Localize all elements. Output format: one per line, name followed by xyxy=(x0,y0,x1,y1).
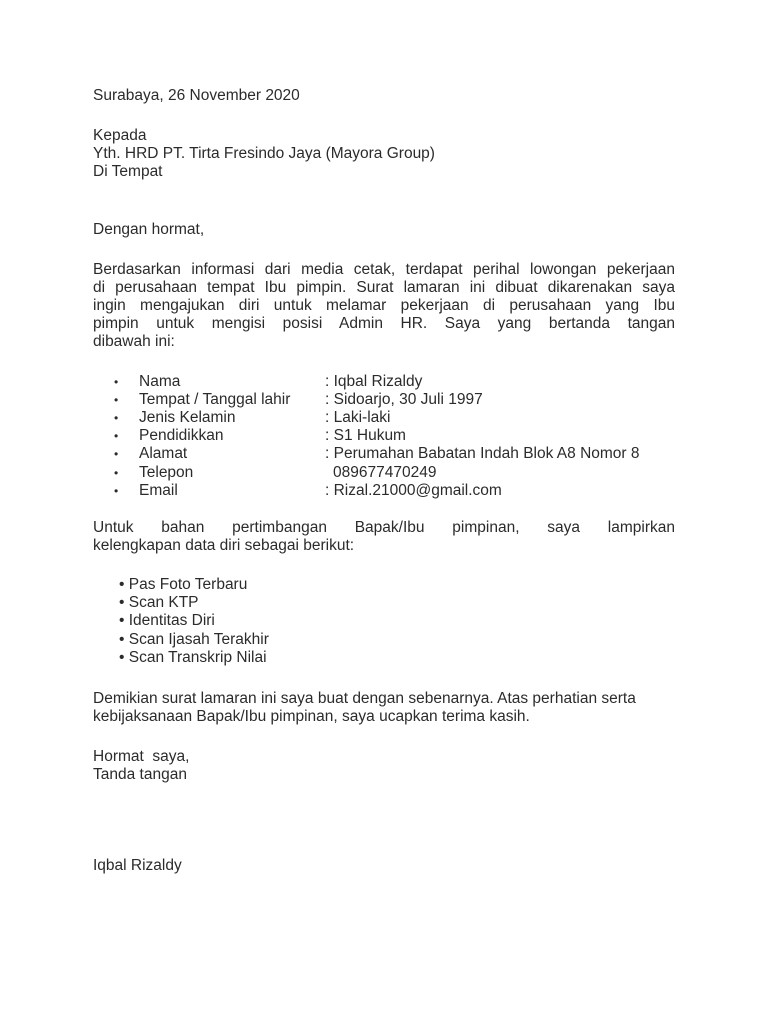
attachment-item: • Scan KTP xyxy=(119,594,199,611)
closing-paragraph-line: Demikian surat lamaran ini saya buat dengan sebenarnya. Atas perhatian serta xyxy=(93,690,636,707)
bullet-icon: • xyxy=(114,466,119,480)
data-label: Telepon xyxy=(139,464,194,481)
data-value: : Perumahan Babatan Indah Blok A8 Nomor 8 xyxy=(325,445,640,462)
intro-line: dibawah ini: xyxy=(93,333,175,350)
data-value: : S1 Hukum xyxy=(325,427,406,444)
data-label: Nama xyxy=(139,373,181,390)
data-label: Jenis Kelamin xyxy=(139,409,236,426)
data-label: Tempat / Tanggal lahir xyxy=(139,391,291,408)
data-value: : Laki-laki xyxy=(325,409,391,426)
closing-paragraph-line: kebijaksanaan Bapak/Ibu pimpinan, saya ucapkan terima kasih. xyxy=(93,708,530,725)
recipient-location: Di Tempat xyxy=(93,163,163,180)
salutation: Dengan hormat, xyxy=(93,221,205,238)
closing-greeting: Hormat saya, xyxy=(93,748,190,765)
bullet-icon: • xyxy=(114,411,119,425)
intro-line: ingin mengajukan diri untuk melamar pekerjaan di perusahaan yang Ibu xyxy=(93,297,675,314)
data-label: Alamat xyxy=(139,445,188,462)
intro-line: Berdasarkan informasi dari media cetak, terdapat perihal lowongan pekerjaan xyxy=(93,261,675,278)
data-value: : Sidoarjo, 30 Juli 1997 xyxy=(325,391,483,408)
attachment-item: • Scan Ijasah Terakhir xyxy=(119,631,269,648)
recipient-kepada: Kepada xyxy=(93,127,147,144)
recipient-company: Yth. HRD PT. Tirta Fresindo Jaya (Mayora Group) xyxy=(93,145,435,162)
bullet-icon: • xyxy=(114,484,119,498)
data-value: 089677470249 xyxy=(333,464,437,481)
bullet-icon: • xyxy=(114,375,119,389)
place-date: Surabaya, 26 November 2020 xyxy=(93,87,300,104)
bullet-icon: • xyxy=(114,447,119,461)
bullet-icon: • xyxy=(114,393,119,407)
data-value: : Iqbal Rizaldy xyxy=(325,373,423,390)
attachment-item: • Identitas Diri xyxy=(119,612,215,629)
attachment-item: • Pas Foto Terbaru xyxy=(119,576,248,593)
data-value: : Rizal.21000@gmail.com xyxy=(325,482,502,499)
intro-line: di perusahaan tempat Ibu pimpin. Surat lamaran ini dibuat dikarenakan saya xyxy=(93,279,675,296)
attachment-item: • Scan Transkrip Nilai xyxy=(119,649,267,666)
data-label: Pendidikkan xyxy=(139,427,224,444)
intro-line: pimpin untuk mengisi posisi Admin HR. Saya yang bertanda tangan xyxy=(93,315,675,332)
signatory-name: Iqbal Rizaldy xyxy=(93,857,182,874)
signature-label: Tanda tangan xyxy=(93,766,187,783)
data-label: Email xyxy=(139,482,178,499)
attachment-intro-line: kelengkapan data diri sebagai berikut: xyxy=(93,537,355,554)
attachment-intro-line: Untuk bahan pertimbangan Bapak/Ibu pimpinan, saya lampirkan xyxy=(93,519,675,536)
bullet-icon: • xyxy=(114,429,119,443)
